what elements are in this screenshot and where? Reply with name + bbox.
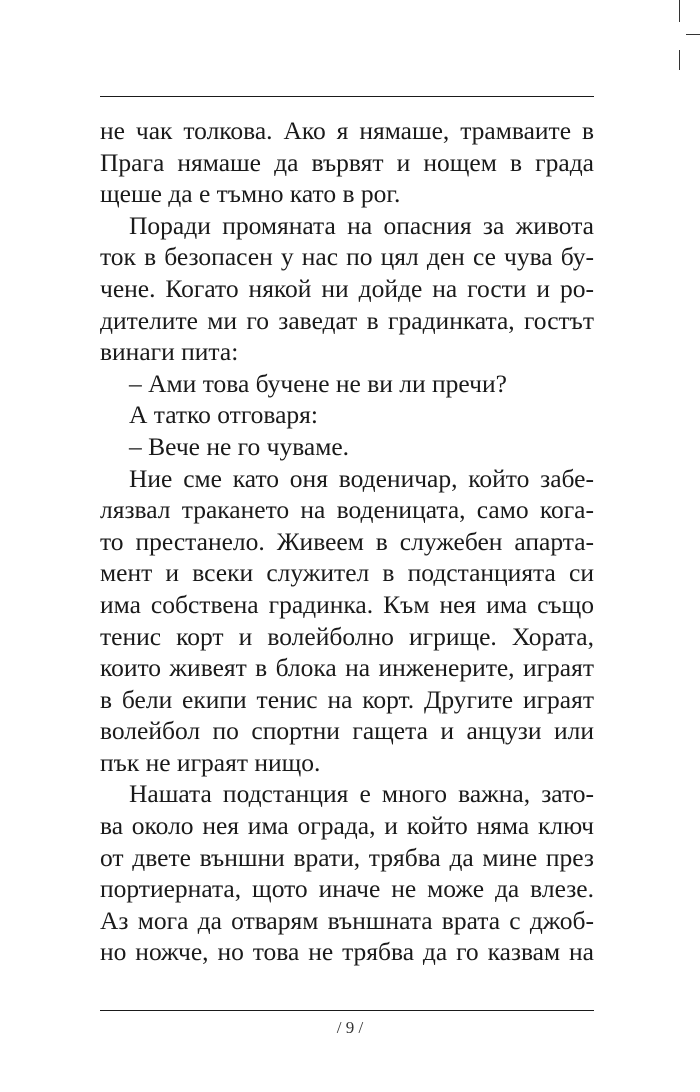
text-line: мент и всеки служител в подстанцията си bbox=[100, 558, 594, 588]
text-line: то престанело. Живеем в служебен апарта- bbox=[100, 526, 594, 556]
text-line: има собствена градинка. Към нея има също bbox=[100, 589, 594, 619]
text-line: чене. Когато някой ни дойде на гости и ро- bbox=[100, 273, 594, 303]
text-line: Ние сме като оня воденичар, който забе- bbox=[129, 463, 594, 493]
text-line: волейбол по спортни гащета и анцузи или bbox=[100, 716, 594, 746]
text-line: дителите ми го заведат в градинката, гостът bbox=[100, 305, 594, 335]
text-line: А татко отговаря: bbox=[129, 400, 318, 430]
text-line: щеше да е тъмно като в рог. bbox=[100, 179, 401, 209]
text-line: не чак толкова. Ако я нямаше, трамваите в bbox=[100, 116, 594, 145]
text-line: Аз мога да отварям външната врата с джоб- bbox=[100, 905, 594, 935]
text-line: – Вече не го чуваме. bbox=[129, 431, 350, 461]
body-text bbox=[100, 115, 594, 968]
text-line: ва около нея има ограда, и който няма ключ bbox=[100, 811, 594, 841]
text-line: – Ами това бучене не ви ли пречи? bbox=[129, 368, 507, 398]
text-line: Прага нямаше да вървят и нощем в града bbox=[100, 147, 594, 177]
text-line: но ножче, но това не трябва да го казвам на bbox=[100, 937, 594, 967]
text-line: Нашата подстанция е много важна, зато- bbox=[129, 779, 594, 809]
header-rule bbox=[100, 96, 594, 97]
crop-mark bbox=[679, 0, 680, 22]
text-line: портиерната, щото иначе не може да влезе. bbox=[100, 874, 594, 904]
crop-mark bbox=[686, 34, 700, 35]
page-number: / 9 / bbox=[336, 1018, 364, 1037]
text-line: лязвал тракането на воденицата, само кога- bbox=[100, 495, 594, 525]
text-line: в бели екипи тенис на корт. Другите играят bbox=[100, 684, 594, 714]
crop-mark bbox=[679, 50, 680, 70]
text-line: винаги пита: bbox=[100, 337, 239, 367]
text-line: пък не играят нищо. bbox=[100, 747, 321, 777]
text-line: ток в безопасен у нас по цял ден се чува бу- bbox=[100, 242, 594, 272]
text-line: Поради промяната на опасния за живота bbox=[129, 210, 594, 240]
text-line: от двете външни врати, трябва да мине през bbox=[100, 842, 594, 872]
text-line: тенис корт и волейболно игрище. Хората, bbox=[100, 621, 594, 651]
text-line: които живеят в блока на инженерите, играят bbox=[100, 653, 594, 683]
footer-rule bbox=[100, 1010, 594, 1011]
